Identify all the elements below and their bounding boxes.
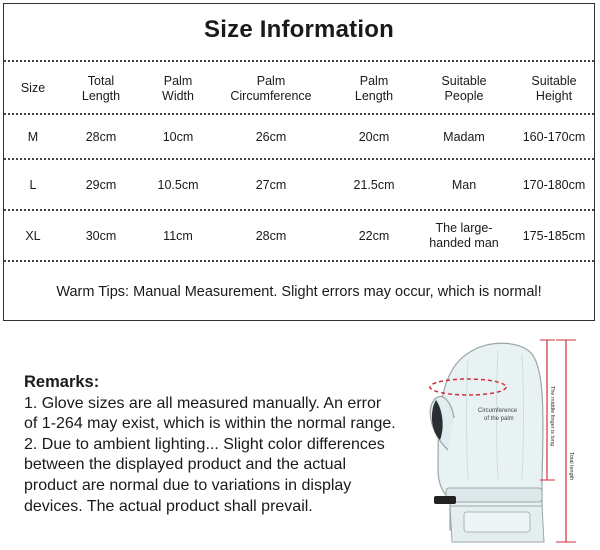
remarks-line: 1. Glove sizes are all measured manually. An error xyxy=(24,394,382,412)
divider xyxy=(4,158,594,160)
middle-finger-label: The middle finger is long xyxy=(549,386,555,446)
size-cell: L xyxy=(29,177,37,192)
header-total-length: Total Length xyxy=(81,73,121,103)
total-length-cell: 30cm xyxy=(85,228,117,243)
glove-measurement-diagram xyxy=(410,330,600,550)
divider xyxy=(4,209,594,211)
total-length-cell: 28cm xyxy=(85,129,117,144)
palm-circumference-cell: 26cm xyxy=(255,129,287,144)
remarks-line: devices. The actual product shall prevail. xyxy=(24,497,313,515)
divider xyxy=(4,113,594,115)
wrist-strap xyxy=(446,488,542,502)
suitable-height-cell: 170-180cm xyxy=(522,177,586,192)
remarks-line: 2. Due to ambient lighting... Slight color differences xyxy=(24,435,385,453)
suitable-height-cell: 175-185cm xyxy=(522,228,586,243)
circumference-label: Circumference xyxy=(478,408,518,414)
header-size: Size xyxy=(20,81,46,95)
table-row xyxy=(4,214,594,258)
divider xyxy=(4,60,594,62)
palm-circumference-cell: 28cm xyxy=(255,228,287,243)
suitable-height-cell: 160-170cm xyxy=(522,129,586,144)
palm-length-cell: 21.5cm xyxy=(353,177,395,192)
total-length-label: Total length xyxy=(568,452,574,481)
table-row xyxy=(4,116,594,158)
size-cell: XL xyxy=(25,228,41,243)
size-cell: M xyxy=(27,129,39,144)
palm-width-cell: 11cm xyxy=(163,228,193,243)
palm-circumference-cell: 27cm xyxy=(255,177,287,192)
palm-width-cell: 10.5cm xyxy=(157,177,199,192)
header-suitable-height: Suitable Height xyxy=(531,73,577,103)
header-palm-length: Palm Length xyxy=(354,73,394,103)
palm-width-cell: 10cm xyxy=(162,129,194,144)
warm-tips-note: Warm Tips: Manual Measurement. Slight errors may occur, which is normal! xyxy=(56,284,542,300)
remarks-line: between the displayed product and the actual xyxy=(24,456,347,474)
suitable-people-cell: Madam xyxy=(443,129,485,144)
size-information-panel xyxy=(3,3,595,321)
suitable-people-cell: The large- handed man xyxy=(429,221,499,250)
page-title: Size Information xyxy=(204,16,394,43)
header-palm-circumference: Palm Circumference xyxy=(230,73,312,103)
divider xyxy=(4,260,594,262)
header-palm-width: Palm Width xyxy=(162,73,194,103)
header-suitable-people: Suitable People xyxy=(441,73,487,103)
remarks-line: product are normal due to variations in display xyxy=(24,476,352,494)
remarks-heading: Remarks: xyxy=(24,373,100,391)
palm-length-cell: 22cm xyxy=(358,228,390,243)
remarks-line: of 1-264 may exist, which is within the normal range. xyxy=(24,415,396,433)
circumference-label-line2: of the palm xyxy=(484,416,514,422)
suitable-people-cell: Man xyxy=(451,177,477,192)
total-length-cell: 29cm xyxy=(85,177,117,192)
palm-length-cell: 20cm xyxy=(358,129,390,144)
table-row xyxy=(4,164,594,206)
table-header-row xyxy=(4,66,594,111)
remarks-section xyxy=(24,372,416,517)
